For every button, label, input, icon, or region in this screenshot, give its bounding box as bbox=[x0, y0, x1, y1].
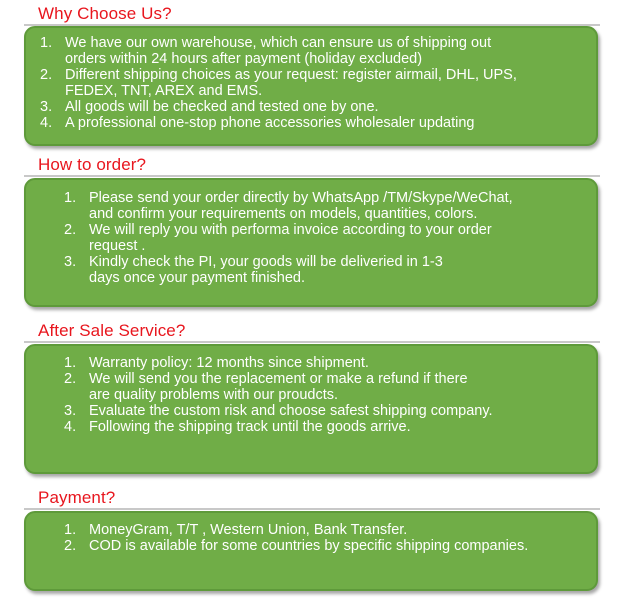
list-item-number: 3. bbox=[40, 99, 53, 115]
list-item-text: We have our own warehouse, which can ensure us of shipping out bbox=[65, 35, 492, 51]
list-item bbox=[64, 522, 528, 538]
list-item-number: 1. bbox=[64, 522, 77, 538]
section-divider bbox=[24, 341, 600, 343]
list-item bbox=[40, 99, 517, 115]
list-item-text: Warranty policy: 12 months since shipment. bbox=[89, 355, 369, 371]
list-item-text: FEDEX, TNT, AREX and EMS. bbox=[65, 83, 263, 99]
list-item-text: We will send you the replacement or make a refund if there bbox=[89, 371, 468, 387]
list-item-number: 2. bbox=[64, 371, 77, 387]
list-item bbox=[40, 67, 517, 99]
list-item-text: We will reply you with performa invoice according to your order bbox=[89, 222, 492, 238]
list-item-text: Different shipping choices as your request: register airmail, DHL, UPS, bbox=[65, 67, 517, 83]
why-choose-us-list bbox=[40, 35, 517, 131]
list-item-text: Please send your order directly by WhatsApp /TM/Skype/WeChat, bbox=[89, 190, 513, 206]
how-to-order-list bbox=[64, 190, 513, 286]
list-item-text: A professional one-stop phone accessories wholesaler updating bbox=[65, 115, 475, 131]
list-item-number: 1. bbox=[64, 355, 77, 371]
list-item bbox=[64, 254, 513, 286]
list-item bbox=[64, 538, 528, 554]
section-title-after-sale-service: After Sale Service? bbox=[38, 321, 186, 340]
list-item-text: MoneyGram, T/T , Western Union, Bank Transfer. bbox=[89, 522, 408, 538]
list-item bbox=[64, 190, 513, 222]
section-title-payment: Payment? bbox=[38, 488, 116, 507]
list-item bbox=[64, 222, 513, 254]
list-item-text: orders within 24 hours after payment (holiday excluded) bbox=[65, 51, 423, 67]
list-item-number: 1. bbox=[40, 35, 53, 51]
list-item-number: 4. bbox=[40, 115, 53, 131]
list-item-number: 2. bbox=[40, 67, 53, 83]
list-item bbox=[64, 403, 493, 419]
payment-list bbox=[64, 522, 528, 554]
list-item-text: COD is available for some countries by specific shipping companies. bbox=[89, 538, 529, 554]
list-item bbox=[40, 115, 517, 131]
list-item-text: request . bbox=[89, 238, 146, 254]
list-item-number: 2. bbox=[64, 538, 77, 554]
list-item-number: 3. bbox=[64, 254, 77, 270]
list-item-number: 4. bbox=[64, 419, 77, 435]
section-divider bbox=[24, 508, 600, 510]
list-item-number: 1. bbox=[64, 190, 77, 206]
list-item-text: and confirm your requirements on models, quantities, colors. bbox=[89, 206, 478, 222]
list-item-text: days once your payment finished. bbox=[89, 270, 306, 286]
list-item-number: 2. bbox=[64, 222, 77, 238]
section-title-why-choose-us: Why Choose Us? bbox=[38, 4, 172, 23]
list-item bbox=[40, 35, 517, 67]
after-sale-service-list bbox=[64, 355, 493, 435]
list-item-text: Following the shipping track until the goods arrive. bbox=[89, 419, 411, 435]
list-item-text: Kindly check the PI, your goods will be deliveried in 1-3 bbox=[89, 254, 443, 270]
list-item-text: All goods will be checked and tested one by one. bbox=[65, 99, 379, 115]
list-item-text: are quality problems with our proudcts. bbox=[89, 387, 339, 403]
section-divider bbox=[24, 175, 600, 177]
list-item bbox=[64, 371, 493, 403]
list-item-number: 3. bbox=[64, 403, 77, 419]
list-item bbox=[64, 419, 493, 435]
list-item bbox=[64, 355, 493, 371]
section-title-how-to-order: How to order? bbox=[38, 155, 147, 174]
list-item-text: Evaluate the custom risk and choose safest shipping company. bbox=[89, 403, 493, 419]
